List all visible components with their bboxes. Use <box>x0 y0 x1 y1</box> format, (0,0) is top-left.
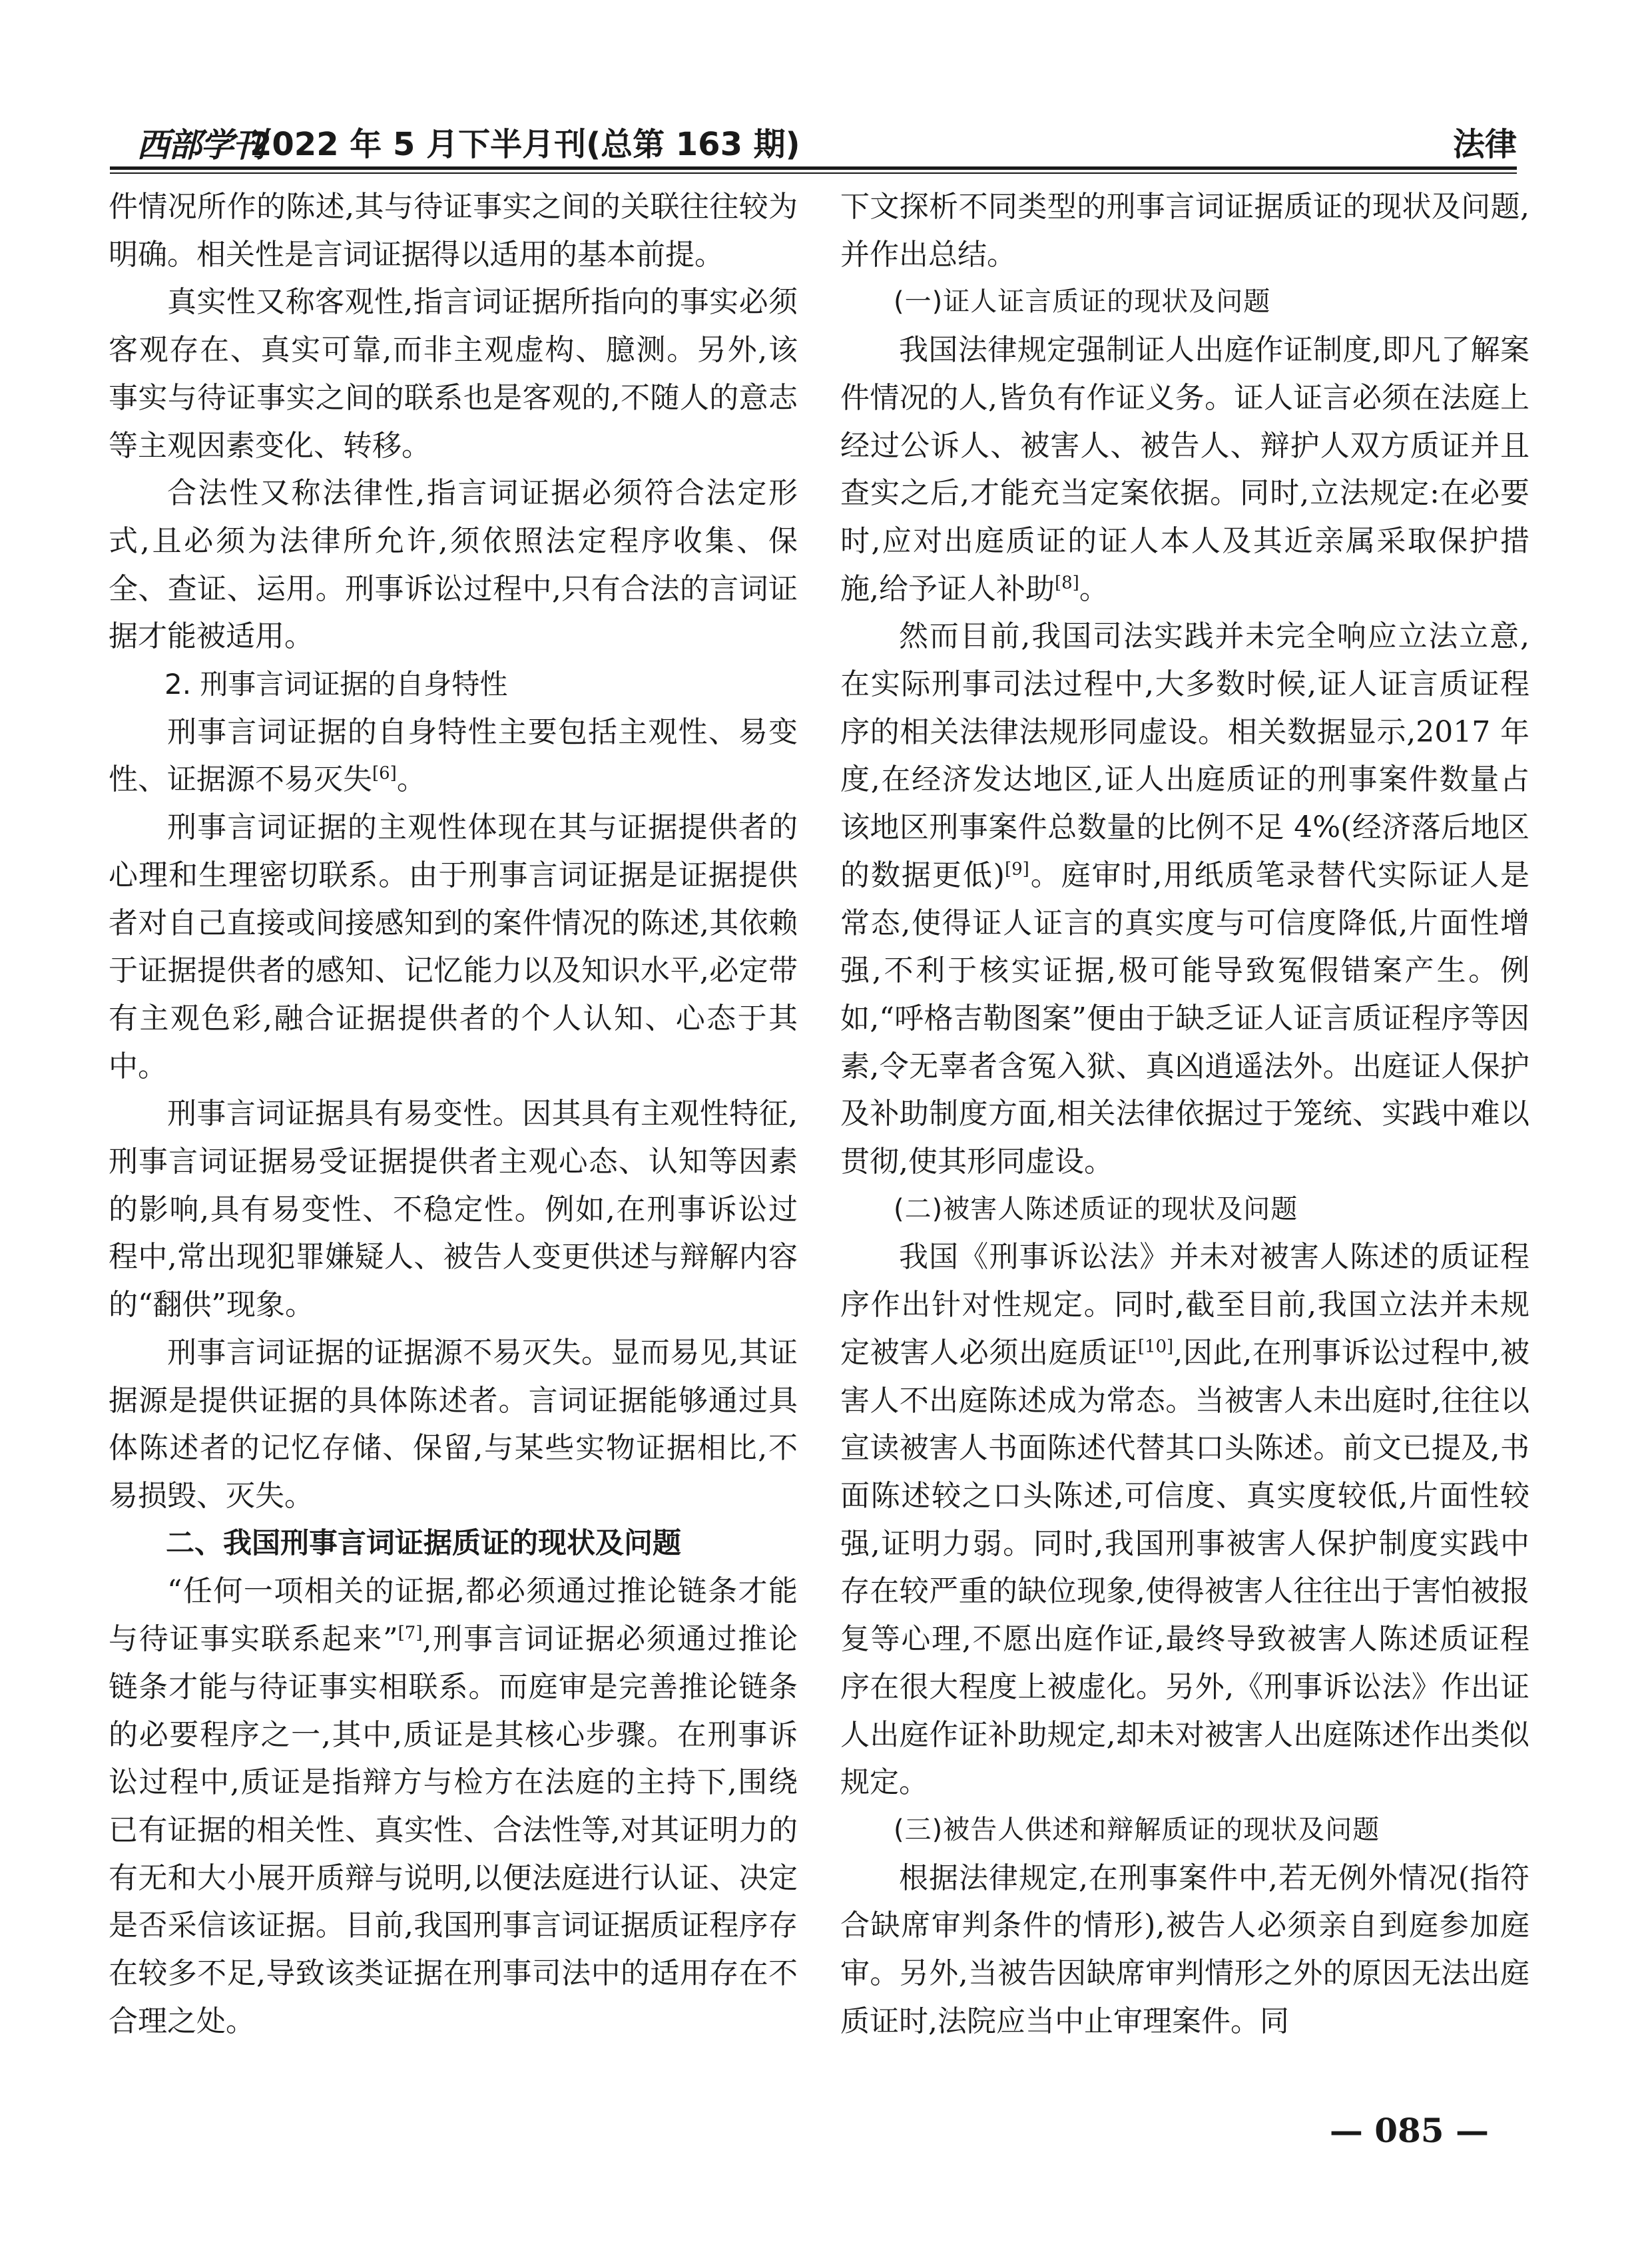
right-column <box>840 183 1529 2045</box>
paragraph-tail: 。 <box>396 762 426 797</box>
section-heading <box>840 278 1529 326</box>
paragraph-tail: ,刑事言词证据必须通过推论链条才能与待证事实相联系。而庭审是完善推论链条的必要程序之一,其中,质证是其核心步骤。在刑事诉讼过程中,质证是指辩方与检方在法庭的主持下,围绕已有证据的相关性、真实性、合法性等,对其证明力的有无和大小展开质辩与说明,以便法庭进行认证、决定是否采信该证据。目前,我国刑事言词证据质证程序存在较多不足,导致该类证据在刑事司法中的适用存在不合理之处。 <box>109 1622 798 2038</box>
paragraph-text: 我国《刑事诉讼法》并未对被害人陈述的质证程序作出针对性规定。同时,截至目前,我国立法并未规定被害人必须出庭质证 <box>840 1240 1529 1370</box>
section-heading <box>109 1520 798 1568</box>
paragraph-text: 真实性又称客观性,指言词证据所指向的事实必须客观存在、真实可靠,而非主观虚构、臆测。另外,该事实与待证事实之间的联系也是客观的,不随人的意志等主观因素变化、转移。 <box>109 285 798 463</box>
header-rule <box>110 166 1517 170</box>
paragraph-tail: 。庭审时,用纸质笔录替代实际证人是常态,使得证人证言的真实度与可信度降低,片面性增强,不利于核实证据,极可能导致冤假错案产生。例如,“呼格吉勒图案”便由于缺乏证人证言质证程序等因素,令无辜者含冤入狱、真凶逍遥法外。出庭证人保护及补助制度方面,相关法律依据过于笼统、实践中难以贯彻,使其形同虚设。 <box>840 858 1529 1179</box>
citation-ref: [6] <box>372 763 397 784</box>
paragraph-text: “任何一项相关的证据,都必须通过推论链条才能与待证事实联系起来” <box>109 1574 798 1657</box>
paragraph-tail: 。 <box>1079 571 1109 606</box>
paragraph <box>840 1233 1529 1806</box>
paragraph-text: 我国法律规定强制证人出庭作证制度,即凡了解案件情况的人,皆负有作证义务。证人证言必须在法庭上经过公诉人、被害人、被告人、辩护人双方质证并且查实之后,才能充当定案依据。同时,立法规定:在必要时,应对出庭质证的证人本人及其近亲属采取保护措施,给予证人补助 <box>840 333 1529 606</box>
section-heading <box>840 1807 1529 1854</box>
paragraph <box>109 804 798 1090</box>
citation-ref: [10] <box>1137 1336 1174 1357</box>
header-rule-thin <box>110 172 1517 174</box>
page-number: — 085 — <box>1329 2111 1489 2150</box>
journal-logo: 西部学刊 <box>137 125 264 164</box>
paragraph <box>109 469 798 661</box>
paragraph-text: (二)被害人陈述质证的现状及问题 <box>894 1193 1298 1225</box>
left-column <box>109 183 798 2045</box>
citation-ref: [8] <box>1055 572 1079 593</box>
paragraph <box>840 613 1529 1185</box>
paragraph-text: 件情况所作的陈述,其与待证事实之间的关联往往较为明确。相关性是言词证据得以适用的基本前提。 <box>109 190 798 272</box>
paragraph-text: 2. 刑事言词证据的自身特性 <box>164 668 508 701</box>
paragraph <box>109 1567 798 2045</box>
paragraph <box>109 1329 798 1520</box>
paragraph-text: 二、我国刑事言词证据质证的现状及问题 <box>166 1526 681 1560</box>
section-label: 法律 <box>1452 126 1517 163</box>
paragraph-text: 刑事言词证据具有易变性。因其具有主观性特征,刑事言词证据易受证据提供者主观心态、认知等因素的影响,具有易变性、不稳定性。例如,在刑事诉讼过程中,常出现犯罪嫌疑人、被告人变更供述与辩解内容的“翻供”现象。 <box>109 1097 798 1322</box>
paragraph-text: 合法性又称法律性,指言词证据必须符合法定形式,且必须为法律所允许,须依照法定程序收集、保全、查证、运用。刑事诉讼过程中,只有合法的言词证据才能被适用。 <box>109 476 798 654</box>
section-heading <box>840 1186 1529 1234</box>
paragraph <box>840 326 1529 613</box>
paragraph <box>109 708 798 804</box>
paragraph-text: 刑事言词证据的自身特性主要包括主观性、易变性、证据源不易灭失 <box>109 714 798 797</box>
paragraph-text: 刑事言词证据的证据源不易灭失。显而易见,其证据源是提供证据的具体陈述者。言词证据能够通过具体陈述者的记忆存储、保留,与某些实物证据相比,不易损毁、灭失。 <box>109 1335 798 1513</box>
running-header <box>110 112 1517 164</box>
paragraph-text: (一)证人证言质证的现状及问题 <box>894 286 1271 318</box>
issue-info: 2022 年 5 月下半月刊(总第 163 期) <box>250 126 800 163</box>
paragraph <box>109 1090 798 1329</box>
paragraph-text: (三)被告人供述和辩解质证的现状及问题 <box>894 1814 1380 1845</box>
paragraph-text: 根据法律规定,在刑事案件中,若无例外情况(指符合缺席审判条件的情形),被告人必须亲自到庭参加庭审。另外,当被告因缺席审判情形之外的原因无法出庭质证时,法院应当中止审理案件。同 <box>840 1860 1529 2038</box>
paragraph-text: 刑事言词证据的主观性体现在其与证据提供者的心理和生理密切联系。由于刑事言词证据是证据提供者对自己直接或间接感知到的案件情况的陈述,其依赖于证据提供者的感知、记忆能力以及知识水平,必定带有主观色彩,融合证据提供者的个人认知、心态于其中。 <box>109 810 798 1083</box>
paragraph <box>109 183 798 278</box>
paragraph-tail: ,因此,在刑事诉讼过程中,被害人不出庭陈述成为常态。当被害人未出庭时,往往以宣读被害人书面陈述代替其口头陈述。前文已提及,书面陈述较之口头陈述,可信度、真实度较低,片面性较强,证明力弱。同时,我国刑事被害人保护制度实践中存在较严重的缺位现象,使得被害人往往出于害怕被报复等心理,不愿出庭作证,最终导致被害人陈述质证程序在很大程度上被虚化。另外,《刑事诉讼法》作出证人出庭作证补助规定,却未对被害人出庭陈述作出类似规定。 <box>840 1335 1529 1800</box>
section-heading <box>109 661 798 708</box>
paragraph <box>840 1854 1529 2046</box>
paragraph <box>109 278 798 469</box>
paragraph-text: 然而目前,我国司法实践并未完全响应立法立意,在实际刑事司法过程中,大多数时候,证人证言质证程序的相关法律法规形同虚设。相关数据显示,2017 年度,在经济发达地区,证人出庭质证的刑事案件数量占该地区刑事案件总数量的比例不足 4%(经济落后地区的数据更低) <box>840 619 1529 892</box>
paragraph-text: 下文探析不同类型的刑事言词证据质证的现状及问题,并作出总结。 <box>840 190 1529 272</box>
paragraph <box>840 183 1529 278</box>
citation-ref: [9] <box>1004 859 1029 880</box>
citation-ref: [7] <box>398 1623 423 1643</box>
